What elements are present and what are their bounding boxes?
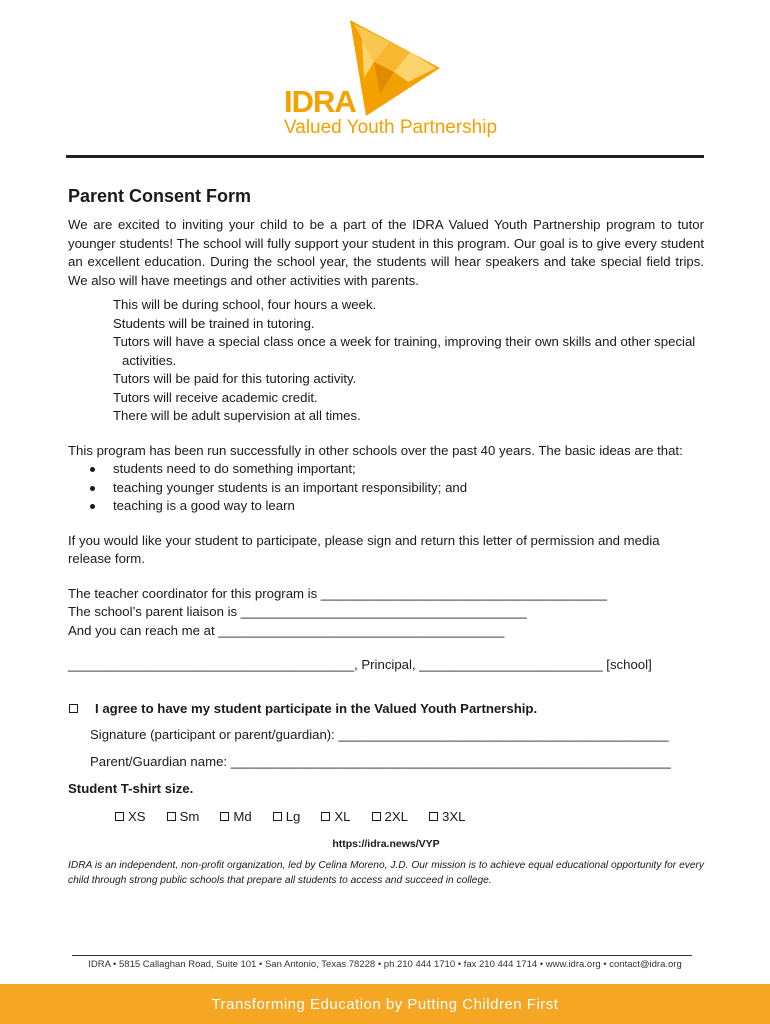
header-divider [66, 155, 704, 158]
coordinator-line[interactable]: The teacher coordinator for this program is _______________________________________ [68, 585, 607, 601]
list-item-text: teaching is a good way to learn [113, 498, 295, 513]
size-label: Md [233, 808, 252, 824]
list-item [88, 497, 704, 516]
triangle-cube-logo-icon [350, 20, 440, 120]
request-paragraph: If you would like your student to participate, please sign and return this letter of permission and media release form. [68, 532, 660, 566]
size-label: 3XL [441, 808, 466, 824]
list-item: Tutors will be paid for this tutoring activity. [113, 371, 357, 386]
program-url-link[interactable]: https://idra.news/VYP [332, 838, 440, 850]
size-label: XS [128, 808, 146, 824]
size-option-lg[interactable] [273, 808, 301, 827]
list-item [88, 460, 704, 479]
size-label: Lg [285, 808, 301, 824]
list-item: There will be adult supervision at all times. [113, 408, 361, 423]
form-title: Parent Consent Form [68, 186, 252, 206]
list-item [88, 479, 704, 498]
size-option-md[interactable] [220, 808, 251, 827]
list-item-text: teaching younger students is an important responsibility; and [113, 479, 468, 495]
guardian-name-line[interactable]: Parent/Guardian name: ____________________________________________________________ [90, 753, 671, 769]
logo-program-name: Valued Youth Partnership [284, 117, 498, 138]
bullet-icon [90, 467, 95, 472]
form-body [68, 184, 704, 888]
principal-signature-line[interactable]: _______________________________________, Principal, _________________________ [school] [68, 657, 652, 672]
bullet-icon [90, 504, 95, 509]
size-option-sm[interactable] [167, 808, 200, 827]
size-option-xl[interactable] [321, 808, 350, 827]
program-details-list [68, 296, 704, 426]
size-checkbox[interactable] [167, 812, 176, 821]
parent-liaison-line[interactable]: The school’s parent liaison is _______________________________________ [68, 604, 527, 619]
size-option-3xl[interactable] [429, 808, 465, 827]
agreement-checkbox[interactable] [69, 704, 78, 713]
intro-paragraph: We are excited to inviting your child to be a part of the IDRA Valued Youth Partnership program to tutor younger students! The school will fully support your student in this program. Our goal is to give every student an excellent education. During the school year, the students will hear speakers and take special field trips. We also will have meetings and other activities with parents. [68, 217, 704, 288]
size-checkbox[interactable] [429, 812, 438, 821]
logo-brand: IDRA [284, 84, 356, 119]
size-checkbox[interactable] [321, 812, 330, 821]
list-item: This will be during school, four hours a week. [113, 297, 377, 312]
idra-logo [282, 20, 502, 140]
size-checkbox[interactable] [372, 812, 381, 821]
list-item-text: students need to do something important; [113, 461, 356, 476]
footer-divider [72, 955, 692, 956]
signature-block [68, 726, 704, 771]
list-item: Tutors will have a special class once a week for training, improving their own skills and other special activities. [113, 334, 696, 368]
footer-address: IDRA • 5815 Callaghan Road, Suite 101 • San Antonio, Texas 78228 • ph 210 444 1710 • fax 210 444 1714 • www.idra.org • contact@idra.org [88, 959, 682, 970]
tagline: Transforming Education by Putting Children First [211, 995, 559, 1013]
size-option-xs[interactable] [115, 808, 146, 827]
size-option-2xl[interactable] [372, 808, 408, 827]
basic-ideas-list [68, 460, 704, 516]
tshirt-size-heading: Student T-shirt size. [68, 781, 194, 796]
size-checkbox[interactable] [115, 812, 124, 821]
mission-statement: IDRA is an independent, non-profit organization, led by Celina Moreno, J.D. Our mission is to achieve equal educational opportunity for every child through strong public schools that prepare all students to access and succeed in college. [68, 859, 704, 886]
size-label: XL [334, 808, 351, 824]
agreement-label: I agree to have my student participate in the Valued Youth Partnership. [95, 700, 538, 716]
signature-line[interactable]: Signature (participant or parent/guardian): _____________________________________________ [90, 727, 669, 742]
history-paragraph: This program has been run successfully in other schools over the past 40 years. The basic ideas are that: [68, 442, 683, 458]
tshirt-size-options [68, 808, 704, 827]
contact-lines [68, 585, 704, 641]
list-item: Students will be trained in tutoring. [113, 315, 315, 331]
list-item: Tutors will receive academic credit. [113, 389, 318, 405]
bullet-icon [90, 486, 95, 491]
agreement-checkbox-row[interactable] [68, 700, 704, 719]
size-checkbox[interactable] [273, 812, 282, 821]
reach-me-line[interactable]: And you can reach me at _______________________________________ [68, 622, 505, 638]
size-label: 2XL [384, 808, 408, 824]
size-checkbox[interactable] [220, 812, 229, 821]
size-label: Sm [179, 808, 200, 824]
tagline-band [0, 984, 770, 1024]
